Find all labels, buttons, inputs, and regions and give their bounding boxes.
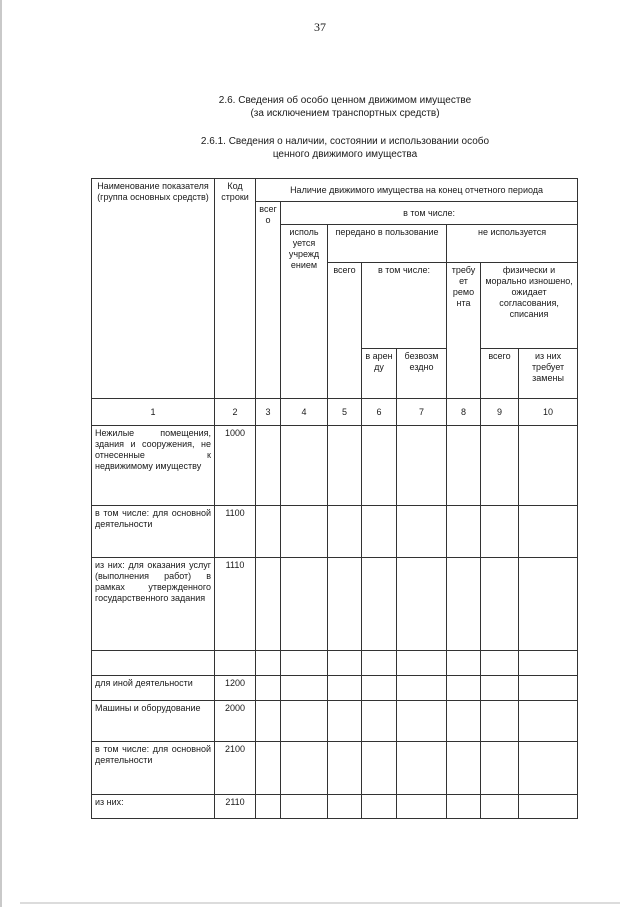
header-total: всег о [256,202,281,399]
section-heading-line-1: 2.6. Сведения об особо ценном движимом имуществе [218,95,472,106]
table-cell[interactable] [447,558,481,651]
table-cell[interactable] [256,676,281,701]
table-cell[interactable] [281,676,328,701]
header-name: Наименование показателя (группа основных средств) [92,179,215,399]
table-cell[interactable] [481,651,519,676]
table-cell[interactable] [519,426,578,506]
row-name: Нежилые помещения, здания и сооружения, не отнесенные к недвижимому имуществу [92,426,215,506]
row-code: 1110 [215,558,256,651]
table-cell[interactable] [362,701,397,742]
table-row [92,676,578,701]
table-cell[interactable] [447,701,481,742]
table-cell[interactable] [281,426,328,506]
table-cell[interactable] [519,742,578,795]
property-table [91,178,578,819]
header-including: в том числе: [281,202,578,225]
table-cell[interactable] [447,426,481,506]
table-cell[interactable] [519,676,578,701]
table-cell[interactable] [397,558,447,651]
table-cell[interactable] [519,701,578,742]
table-cell[interactable] [281,701,328,742]
table-cell[interactable] [481,676,519,701]
header-free-use: безвозм ездно [397,349,447,399]
header-rent: в арен ду [362,349,397,399]
table-cell[interactable] [328,676,362,701]
subsection-heading-line-2: ценного движимого имущества [272,149,418,160]
table-cell[interactable] [281,651,328,676]
table-cell[interactable] [256,426,281,506]
header-need-replacement: из них требует замены [519,349,578,399]
column-number: 2 [215,399,256,426]
row-name: в том числе: для основной деятельности [92,742,215,795]
header-availability: Наличие движимого имущества на конец отчетного периода [256,179,578,202]
column-number: 10 [519,399,578,426]
table-cell[interactable] [481,506,519,558]
table-cell[interactable] [481,558,519,651]
header-used: исполь уется учрежд ением [281,225,328,399]
header-code: Код строки [215,179,256,399]
table-cell[interactable] [362,506,397,558]
table-cell[interactable] [519,795,578,819]
table-row [92,506,578,558]
table-cell[interactable] [281,742,328,795]
header-transferred: передано в пользование [328,225,447,263]
table-cell[interactable] [397,676,447,701]
row-code: 1100 [215,506,256,558]
header-not-used: не используется [447,225,578,263]
table-cell[interactable] [362,558,397,651]
row-name: из них: [92,795,215,819]
table-cell[interactable] [362,742,397,795]
table-cell[interactable] [519,506,578,558]
table-cell[interactable] [519,651,578,676]
row-code: 1200 [215,676,256,701]
table-row [92,651,578,676]
table-cell[interactable] [256,795,281,819]
column-number: 4 [281,399,328,426]
row-name: в том числе: для основной деятельности [92,506,215,558]
table-cell[interactable] [362,426,397,506]
table-cell[interactable] [328,426,362,506]
header-worn-out: физически и морально изношено, ожидает согласования, списания [481,263,578,349]
row-code: 1000 [215,426,256,506]
section-heading-line-2: (за исключением транспортных средств) [250,108,440,119]
section-heading [0,94,640,120]
table-row [92,742,578,795]
header-transferred-total: всего [328,263,362,399]
table-cell[interactable] [328,506,362,558]
table-cell[interactable] [328,558,362,651]
table-cell[interactable] [281,795,328,819]
row-code [215,651,256,676]
table-cell[interactable] [362,676,397,701]
column-number: 3 [256,399,281,426]
page-number: 37 [314,20,326,34]
table-row [92,426,578,506]
table-cell[interactable] [397,426,447,506]
column-number: 7 [397,399,447,426]
row-code: 2110 [215,795,256,819]
table-cell[interactable] [362,795,397,819]
column-number: 9 [481,399,519,426]
table-row [92,701,578,742]
table-cell[interactable] [519,558,578,651]
table-cell[interactable] [281,558,328,651]
table-cell[interactable] [481,701,519,742]
table-cell[interactable] [397,701,447,742]
row-name: Машины и оборудование [92,701,215,742]
scan-edge-bottom [20,902,620,904]
column-number: 6 [362,399,397,426]
column-number: 8 [447,399,481,426]
table-cell[interactable] [481,795,519,819]
table-cell[interactable] [328,651,362,676]
table-cell[interactable] [362,651,397,676]
header-transferred-including: в том числе: [362,263,447,349]
table-cell[interactable] [256,558,281,651]
subsection-heading-line-1: 2.6.1. Сведения о наличии, состоянии и использовании особо [200,136,490,147]
column-number: 1 [92,399,215,426]
table-cell[interactable] [328,742,362,795]
header-worn-total: всего [481,349,519,399]
row-code: 2100 [215,742,256,795]
table-row [92,795,578,819]
table-cell[interactable] [256,651,281,676]
row-name: из них: для оказания услуг (выполнения работ) в рамках утвержденного государственного задания [92,558,215,651]
table-cell[interactable] [447,676,481,701]
table-cell[interactable] [447,742,481,795]
table-cell[interactable] [256,742,281,795]
row-name: для иной деятельности [92,676,215,701]
table-row [92,558,578,651]
row-name [92,651,215,676]
table-cell[interactable] [256,701,281,742]
table-cell[interactable] [397,506,447,558]
table-cell[interactable] [447,506,481,558]
table-cell[interactable] [481,426,519,506]
row-code: 2000 [215,701,256,742]
table-cell[interactable] [281,506,328,558]
column-number: 5 [328,399,362,426]
table-cell[interactable] [397,651,447,676]
table-cell[interactable] [328,795,362,819]
table-cell[interactable] [256,506,281,558]
table-cell[interactable] [397,795,447,819]
table-cell[interactable] [328,701,362,742]
table-cell[interactable] [447,795,481,819]
table-cell[interactable] [447,651,481,676]
table-cell[interactable] [397,742,447,795]
table-cell[interactable] [481,742,519,795]
header-requires-repair: требу ет ремо нта [447,263,481,399]
subsection-heading [0,135,640,161]
